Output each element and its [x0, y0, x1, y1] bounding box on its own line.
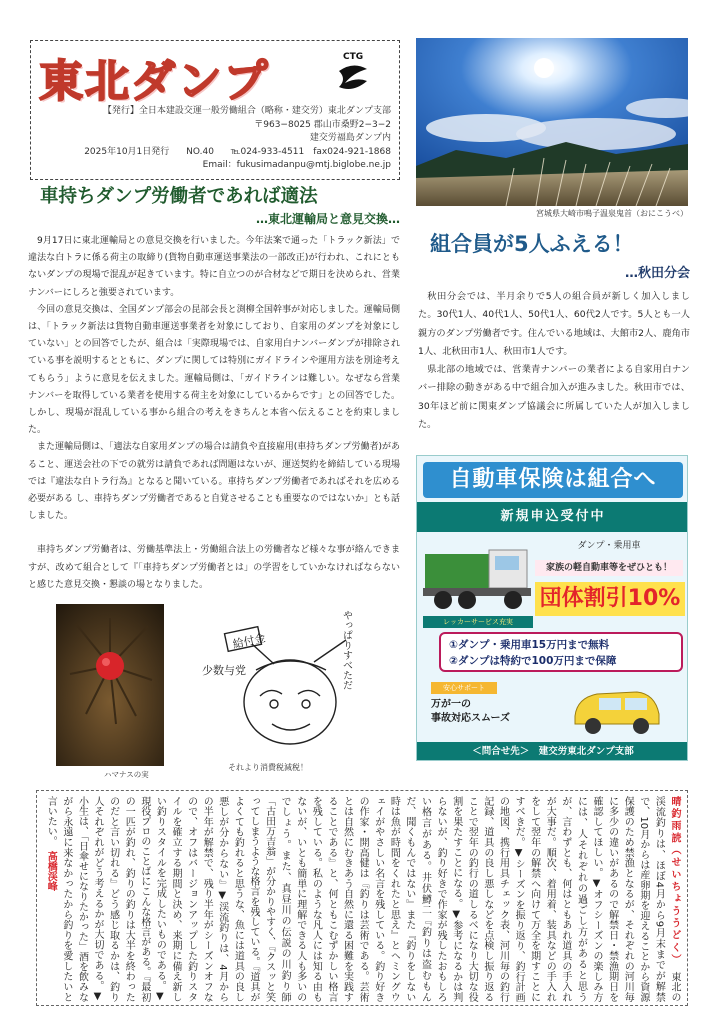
column-author: 高橋渓峰 — [45, 851, 57, 891]
rosehip-photo-image — [56, 604, 164, 766]
article2-paragraph: 県北部の地域では、営業青ナンバーの業者による自家用白ナンバー排除の動きがある中で組合加入が進みました。秋田市では、30年ほど前に関東ダンプ協議会に所属していた人が加入しました。 — [418, 364, 690, 431]
ad-vehicle-types: ダンプ・乗用車 — [577, 541, 641, 551]
article1-paragraph: 車持ちダンプ労働者は、労働基準法上・労働組合法上の労働者など様々な事が絡んできますが、改めて組合として『「車持ちダンプ労働者とは」の学習をしていかなければならないと感じた意見交換・懇談の場となりました。 — [28, 545, 400, 590]
issue-line — [41, 146, 391, 160]
ad-slogan: 家族の軽自動車等をぜひとも！ — [535, 560, 683, 576]
ad-services — [439, 632, 683, 672]
article2-paragraph: 秋田分会では、半月余りで5人の組合員が新しく加入しました。30代1人、40代1人、50代1人、60代2人です。5人とも一人親方のダンプ労働者です。住んでいる地域は、大館市2人、鹿角市1人、北秋田市1人、秋田市1人です。 — [418, 291, 690, 357]
rosehip-caption: ハマナスの実 — [104, 770, 149, 779]
mountain-photo-caption: 宮城県大崎市鳴子温泉鬼首（おにこうべ） — [536, 209, 688, 218]
mountain-photo-image — [416, 38, 688, 206]
ad-service-2: ②ダンプは特約で100万円まで保障 — [449, 655, 617, 667]
masthead-info — [41, 105, 391, 173]
dump-truck-icon — [421, 540, 535, 614]
article2-subtitle: …秋田分会 — [624, 266, 690, 281]
ad-discount: 団体割引10% — [535, 582, 685, 616]
article2-body — [418, 288, 690, 434]
issue-date: 2025年10月1日発行 — [84, 146, 170, 157]
cartoon-drawing — [196, 600, 366, 760]
article1-paragraph: 今回の意見交換は、全国ダンプ部会の昆部会長と渕柳全国幹事が対応しました。運輸局側は、「トラック新法は貨物自動車運送事業者を対象にしており、自家用のダンプを対象にしていない」との回答でしたが、組合は「実際現場では、自家用白ナンバーダンプが排除されている事を説明するとともに、ダンプに関しては特別にガイドラインや運用方法を別途考えてもらう」ように意見を伝えました。運輸局側は、「ガイドラインは難しい。なぜなら営業ナンバーを取得している業者を使用する荷主を対象にしているからです」との回答でした。しかし、現場が混乱している事から組合の考えをきちんと本省へ伝えることを約束しました。 — [28, 304, 400, 436]
issue-number: NO.40 — [186, 146, 214, 157]
newsletter-title: 東北ダンプ — [39, 56, 270, 107]
cartoon-speech-left: 少数与党 — [202, 664, 246, 677]
mountain-photo — [416, 38, 688, 206]
political-cartoon — [196, 600, 366, 760]
tel-fax: ℡024-933-4511 fax024-921-1868 — [230, 146, 391, 157]
ad-headline: 自動車保険は組合へ — [423, 462, 683, 498]
ad-accident-support — [431, 698, 531, 726]
masthead — [30, 40, 400, 180]
ctg-logo-icon — [331, 47, 377, 97]
office-line: 建交労福島ダンプ内 — [309, 133, 391, 143]
publisher-line: 【発行】全日本建設交運一般労働組合（略称・建交労）東北ダンプ支部 — [102, 106, 391, 116]
article1-paragraph: 9月17日に東北運輸局との意見交換を行いました。今年法案で通った「トラック新法」で違法な白トラに係る荷主の取締り(貨物自動車運送事業法の一部改正)が行われ、これにともないダンプの現場で混乱が起きています。特に自立つのが合材などで期日を決められ、営業ナンバーにしろと強要されています。 — [28, 236, 400, 298]
ad-accident-line-1: 万が一の — [431, 699, 471, 710]
ctg-logo-text: CTG — [343, 52, 364, 62]
article1-subtitle: …東北運輸局と意見交換… — [255, 212, 400, 226]
article1-body — [28, 233, 400, 594]
article1-paragraph: また運輸局側は、「適法な自家用ダンプの場合は請負や直接雇用(車持ちダンプ労働者)があること、運送会社の下での就労は請負であれば問題はないが、運送契約を締結している現場では『違法な白トラ行為』となると聞いている。車持ちダンプ労働者であればそれを広める必要がある し、車持ちダンプ労働者であると自覚させることも重要なのではないか」とも話しました。 — [28, 442, 400, 522]
ad-accident-line-2: 事故対応スムーズ — [431, 713, 510, 724]
cartoon-speech-right: やっぱりすべただ — [340, 610, 352, 690]
ad-road-service-label: レッカーサービス充実 — [423, 616, 533, 628]
article2-title: 組合員が5人ふえる！ — [430, 232, 634, 256]
email-line: Email：fukusimadanpu@mtj.biglobe.ne.jp — [202, 160, 391, 170]
column-text — [42, 796, 682, 1002]
car-icon — [567, 680, 667, 736]
cartoon-caption: それより消費税減税！ — [228, 763, 308, 772]
ad-contact: ＜問合せ先＞ 建交労東北ダンプ支部 — [417, 742, 688, 761]
column-body: 東北の渓流釣りは、ほぼ4月から9月末までが解禁で、10月からは産卵期を迎えることから資源保護のため禁漁となるが、それぞれの河川毎に多少の違いがあるので解禁日・禁漁期日を確認してほしい。▼オフシーズンの楽しみ方には、人それぞれの過ごし方があると思うが、言わずとも、何はともあれ道具の手入れが大事だ。順次、着用着、装具などの手入れをして翌年の解禁へ向けて万全を期すことにすべきだ。▼シーズンを振り返り、釣行計画の地図、携行用具チェック表、河川毎の釣行記録、道具の良し悪しなどを点検し振り返ることで翌年の釣行の道しるべになり大切な役割を果たすことになる。▼参考になるかは判らないが、釣り好きで作家が残したおもしろい格言がある。井伏鱒二『釣りは盗むもんだ、聞くもんではない』また『釣りをしない時は魚が時間をくれたと思え』とヘミングウェイがやさしい名言を残している。釣り好きの作家・開高健は『釣りは芸術である。芸術とは自然にむきあう自然に還る困難を実践することである』と、何ともこむずかしい格言を残している。私のような凡人には知る由もないが、いとも簡単に理解できる人も多いのでしょう。また、真昼川の伝説の川釣り師「古田万吉翁」が分かりやすく、『クスッと笑ってしまうような格言を残している。『道具がよくても釣れると思うな、魚には道具の良し悪しが分からない』▼渓流釣りは、4月からの半年が解禁で、残り半年がシーズンオフなので、オフはバージョンアップした釣りスタイルを確立する期間と決め、来期に備え新しい釣りスタイルを完成したいものである。▼現役プロのことばにこんな格言がある。『最初の一匹が釣れ、釣りの釣りは大半を終わったのだと言い切れる』どう感じ取るかは、釣り人それぞれがどう考えるかが大切である。▼小生は、「日傘せになりたかった」酒を飲みながら永遠に来なかったから釣りを愛したいと言いたい。 — [45, 796, 680, 1002]
insurance-ad — [416, 455, 688, 761]
column-title: 晴釣雨読（せいちょううどく） — [669, 796, 680, 962]
cartoon-sign: 給付金 — [231, 631, 267, 652]
ad-service-1: ①ダンプ・乗用車15万円まで無料 — [449, 639, 610, 651]
address-line: 〒963−8025 郡山市桑野2−3−2 — [254, 119, 391, 130]
ad-band: 新規申込受付中 — [417, 502, 688, 532]
rosehip-photo — [56, 604, 164, 766]
article1-title: 車持ちダンプ労働者であれば適法 — [40, 186, 318, 207]
ad-safety-label: 安心サポート — [431, 682, 497, 694]
